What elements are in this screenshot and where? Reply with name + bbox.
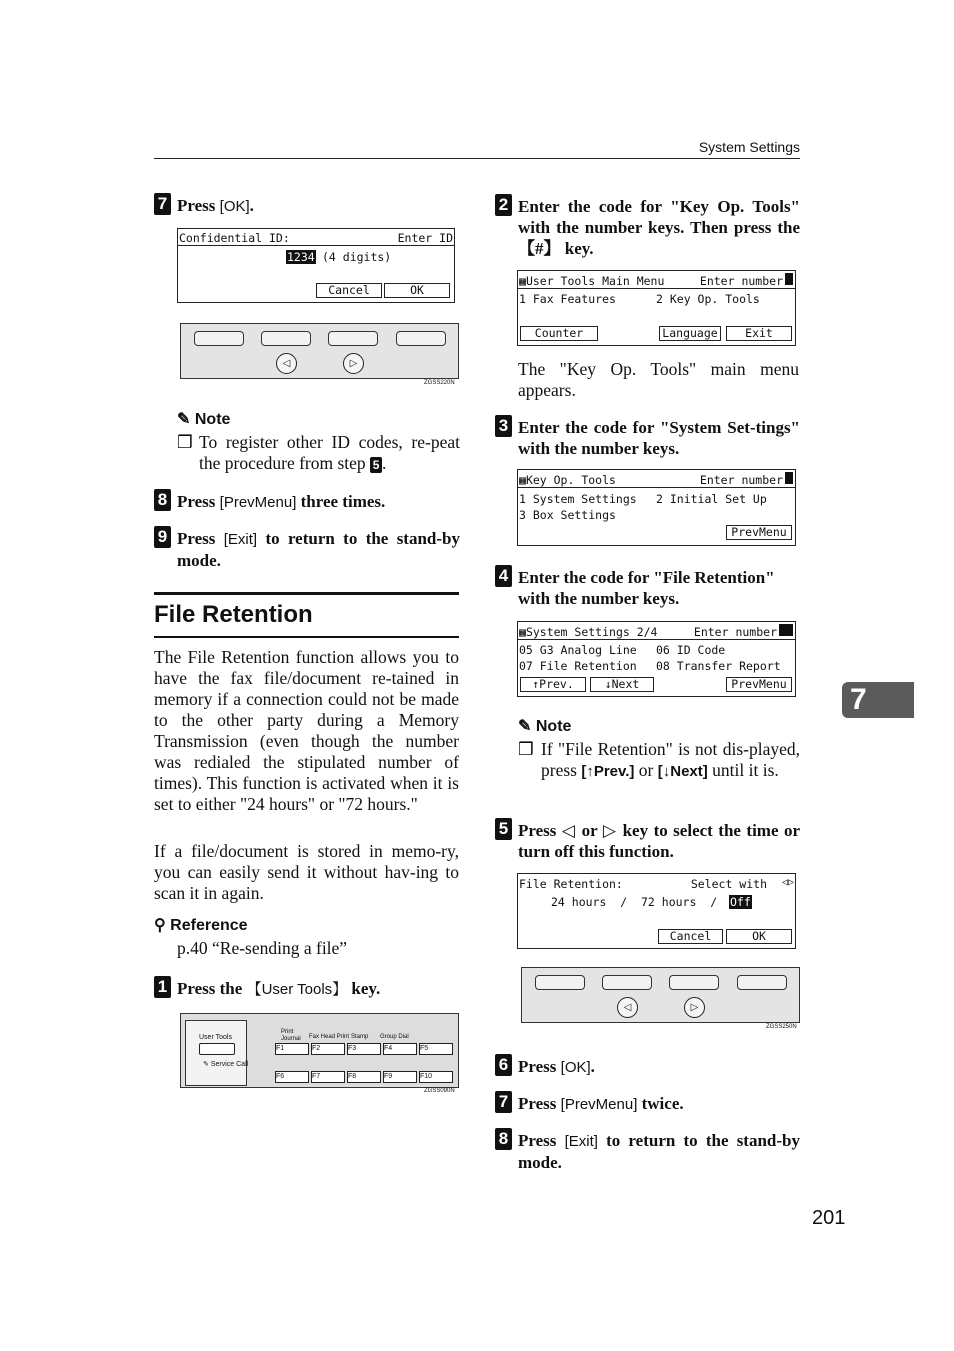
step-number: 8 <box>154 489 171 511</box>
lcd-system-settings: ▦System Settings 2/4 Enter number 05 G3 Analog Line 06 ID Code 07 File Retention 08 Transfer Report ↑Prev. ↓Next PrevMenu <box>517 621 796 697</box>
page-number: 201 <box>812 1207 846 1229</box>
step-number: 4 <box>495 565 512 587</box>
menu-item-system-settings[interactable]: 1 System Settings <box>519 492 637 506</box>
step-number: 2 <box>495 194 512 216</box>
section-rule-top <box>154 592 459 595</box>
cursor-block <box>785 273 793 285</box>
menu-item-transfer-report[interactable]: 08 Transfer Report <box>656 659 781 673</box>
checkbox-icon: ❒ <box>177 432 193 452</box>
reference-block <box>154 915 460 959</box>
checkbox-icon: ❒ <box>518 739 534 759</box>
lcd-file-retention: File Retention: Select with ◁▷ 24 hours / 72 hours / Off Cancel OK <box>517 873 796 949</box>
intro-paragraph: The File Retention function allows you to have the fax file/document re-tained in memory if a connection could not be made to the other party during a Memory Transmission (even though the number was redialed the stipulated number of times). This function is activated when it is set to either "24 hours" or "72 hours." <box>154 647 459 814</box>
left-arrow-icon[interactable]: ◁ <box>276 353 297 374</box>
step-7-ok: 7 Press [OK]. <box>154 195 460 217</box>
f10-key[interactable]: F10 <box>419 1071 453 1083</box>
menu-item-g3-analog-line[interactable]: 05 G3 Analog Line <box>519 643 637 657</box>
selection-key-4[interactable] <box>737 975 787 990</box>
header-rule <box>154 158 800 159</box>
step-3-system-settings: 3 Enter the code for "System Set-tings" with the number keys. <box>495 417 800 459</box>
exit-button[interactable]: Exit <box>726 326 792 341</box>
menu-icon: ▦ <box>519 274 526 288</box>
chapter-tab: 7 <box>842 682 914 718</box>
figure-code: ZGSS090N <box>424 1088 455 1094</box>
cancel-button[interactable]: Cancel <box>658 929 723 944</box>
user-tools-label: User Tools <box>199 1034 232 1041</box>
magnifier-icon: ⚲ <box>154 917 166 934</box>
next-button[interactable]: ↓Next <box>590 677 654 692</box>
running-header: System Settings <box>698 139 800 155</box>
counter-button[interactable]: Counter <box>520 326 598 341</box>
f1-key[interactable]: F1 <box>275 1043 309 1055</box>
menu-item-box-settings[interactable]: 3 Box Settings <box>519 508 616 522</box>
right-arrow-icon: ▷ <box>602 821 618 840</box>
prevmenu-button[interactable]: PrevMenu <box>726 525 792 540</box>
lcd-user-tools-menu: ▦User Tools Main Menu Enter number 1 Fax Features 2 Key Op. Tools Counter Language Exit <box>517 270 796 346</box>
step-7-prevmenu: 7 Press [PrevMenu] twice. <box>495 1093 800 1115</box>
step-8-exit: 8 Press [Exit] to return to the stand-by mode. <box>495 1130 800 1173</box>
selection-key-1[interactable] <box>535 975 585 990</box>
note-title: Note <box>535 718 572 735</box>
menu-icon: ▦ <box>519 625 526 639</box>
ok-button[interactable]: OK <box>384 283 450 298</box>
step-1-user-tools: 1 Press the 【User Tools】 key. <box>154 978 460 1000</box>
step-number: 6 <box>495 1054 512 1076</box>
f9-key[interactable]: F9 <box>383 1071 417 1083</box>
prev-button[interactable]: ↑Prev. <box>520 677 586 692</box>
f2-key[interactable]: F2 <box>311 1043 345 1055</box>
f4-key[interactable]: F4 <box>383 1043 417 1055</box>
note-block: ✎ Note ❒ To register other ID codes, re-peat the procedure from step 5 . <box>177 411 460 473</box>
selection-key-1[interactable] <box>194 331 244 346</box>
step-5-select-time: 5 Press ◁ or ▷ key to select the time or turn off this function. <box>495 820 800 862</box>
step-number: 1 <box>154 976 171 998</box>
section-rule-bottom <box>154 636 459 638</box>
f8-key[interactable]: F8 <box>347 1071 381 1083</box>
step-number: 9 <box>154 526 171 548</box>
prevmenu-button[interactable]: PrevMenu <box>726 677 792 692</box>
step-4-file-retention: 4 Enter the code for "File Retention" with the number keys. <box>495 567 800 609</box>
selection-key-4[interactable] <box>396 331 446 346</box>
selection-keys-panel <box>180 323 459 379</box>
menu-item-file-retention[interactable]: 07 File Retention <box>519 659 637 673</box>
menu-item-id-code[interactable]: 06 ID Code <box>656 643 726 657</box>
selection-key-3[interactable] <box>669 975 719 990</box>
step-6-ok: 6 Press [OK]. <box>495 1056 800 1078</box>
cursor-block <box>779 624 793 636</box>
step-2-key-op-tools: 2 Enter the code for "Key Op. Tools" with the number keys. Then press the 【#】 key. <box>495 196 800 259</box>
lcd-key-op-tools: ▦Key Op. Tools Enter number 1 System Settings 2 Initial Set Up 3 Box Settings PrevMenu <box>517 469 796 546</box>
figure-code: ZGSS250N <box>766 1024 797 1030</box>
selection-key-2[interactable] <box>261 331 311 346</box>
f3-key[interactable]: F3 <box>347 1043 381 1055</box>
f7-key[interactable]: F7 <box>311 1071 345 1083</box>
section-title: File Retention <box>154 601 313 628</box>
step-number: 7 <box>495 1091 512 1113</box>
right-arrow-icon: ▷ <box>787 877 794 888</box>
step-number: 3 <box>495 415 512 437</box>
pencil-icon: ✎ <box>518 718 532 735</box>
left-arrow-icon[interactable]: ◁ <box>617 997 638 1018</box>
wrench-icon: ✎ <box>203 1061 209 1068</box>
pencil-icon: ✎ <box>177 411 191 428</box>
note-block: ✎ Note ❒ If "File Retention" is not dis-played, press [↑Prev.] or [↓Next] until it is. <box>518 718 800 780</box>
f5-key[interactable]: F5 <box>419 1043 453 1055</box>
lcd-confidential-id: Confidential ID: Enter ID 1234 (4 digits) Cancel OK <box>177 228 455 303</box>
step-number: 5 <box>495 818 512 840</box>
step-8-prevmenu: 8 Press [PrevMenu] three times. <box>154 491 460 513</box>
key-op-paragraph: The "Key Op. Tools" main menu appears. <box>518 359 799 400</box>
right-arrow-icon[interactable]: ▷ <box>684 997 705 1018</box>
note-title: Note <box>194 411 231 428</box>
language-button[interactable]: Language <box>659 326 721 341</box>
id-value: 1234 <box>287 250 315 264</box>
step-number: 8 <box>495 1128 512 1150</box>
selection-key-3[interactable] <box>328 331 378 346</box>
menu-item-key-op-tools[interactable]: 2 Key Op. Tools <box>656 292 760 306</box>
selection-key-2[interactable] <box>602 975 652 990</box>
service-call-label: ✎ Service Call <box>203 1061 249 1068</box>
step-number: 7 <box>154 193 171 215</box>
ok-button[interactable]: OK <box>726 929 792 944</box>
left-arrow-icon: ◁ <box>781 877 788 888</box>
menu-item-fax-features[interactable]: 1 Fax Features <box>519 292 616 306</box>
stored-paragraph: If a file/document is stored in memo-ry, you can easily send it without hav-ing to scan it in again. <box>154 841 459 903</box>
off-option-selected[interactable]: Off <box>730 895 751 909</box>
reference-title: Reference <box>170 917 248 934</box>
right-arrow-icon[interactable]: ▷ <box>343 353 364 374</box>
cancel-button[interactable]: Cancel <box>316 283 382 298</box>
selection-keys-panel <box>521 967 800 1023</box>
cursor-block <box>785 472 793 484</box>
user-tools-panel: User Tools ✎ Service Call Print Journal Fax Head Print Stamp Group Dial F1 F2 F3 F4 F5 F6 F7 F8 F9 F10 <box>180 1013 459 1088</box>
f6-key[interactable]: F6 <box>275 1071 309 1083</box>
menu-item-initial-set-up[interactable]: 2 Initial Set Up <box>656 492 767 506</box>
figure-code: ZGSS220N <box>424 380 455 386</box>
user-tools-key[interactable] <box>199 1043 235 1055</box>
menu-icon: ▦ <box>519 473 526 487</box>
left-arrow-icon: ◁ <box>561 821 577 840</box>
step-9-exit: 9 Press [Exit] to return to the stand-by mode. <box>154 528 460 571</box>
reference-link[interactable]: p.40 “Re-sending a file” <box>177 938 348 958</box>
